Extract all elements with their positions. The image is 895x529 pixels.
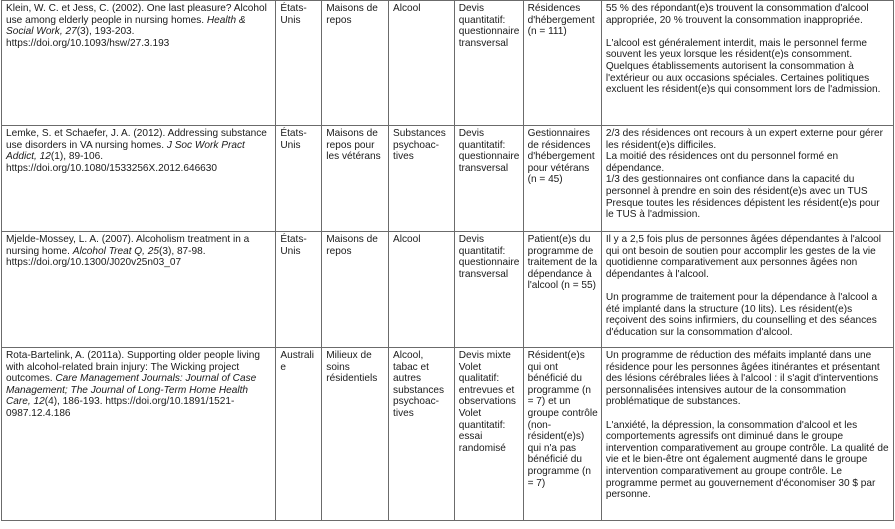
design-line: Volet quantitatif: essai randomisé [458,407,506,454]
table-row [2,126,894,232]
design-cell: Devis quantitatif: questionnaire transversal [454,232,523,348]
design-cell: Devis quantitatif: questionnaire transversal [454,1,523,126]
reference-cell: Rota-Bartelink, A. (2011a). Supporting older people living with alcohol-related brain injury: The Wicking project outcomes. Care Management Journals: Journal of Case Management; The Journal of Long-Term Home Health Care, 12(4), 186-193. https://doi.org/10.1891/1521-0987.12.4.186 [2,348,276,521]
design-cell: Devis quantitatif: questionnaire transversal [454,126,523,232]
substance-cell: Alcool [389,1,455,126]
substance-cell: Substances psychoac-tives [389,126,455,232]
result-paragraph: L'anxiété, la dépression, la consommation d'alcool et les comportements agressifs ont diminué dans le groupe intervention comparativement au groupe contrôle. La qualité de vie et le bien-être ont également augmenté dans le groupe intervention comparativement au groupe contrôle. Le programme permet au gouvernement d'économiser 30 $ par personne. [605,419,889,501]
table-row [2,348,894,521]
table-row [2,1,894,126]
results-cell [601,348,893,521]
country-cell: Australie [276,348,322,521]
substance-cell: Alcool [389,232,455,348]
design-cell [454,348,523,521]
population-cell: Gestionnaires de résidences d'hébergement pour vétérans (n = 45) [523,126,601,232]
result-paragraph: Un programme de traitement pour la dépendance à l'alcool a été implanté dans la structure (10 lits). Les résident(e)s reçoivent des soins infirmiers, du counselling et des séances d'éducation sur la consommation d'alcool. [605,291,878,338]
studies-table [1,0,894,521]
result-paragraph: 55 % des répondant(e)s trouvent la consommation d'alcool appropriée, 20 % trouvent la consommation inappropriée. [605,3,869,26]
results-cell [601,126,893,232]
setting-cell: Maisons de repos [322,232,389,348]
result-paragraph: La moitié des résidences ont du personnel formé en dépendance. [605,151,839,174]
reference-cell: Mjelde-Mossey, L. A. (2007). Alcoholism treatment in a nursing home. Alcohol Treat Q, 25(3), 87-98. https://doi.org/10.1300/J020v25n03_07 [2,232,276,348]
result-paragraph: 1/3 des gestionnaires ont confiance dans la capacité du personnel à prendre en soin des résident(e)s avec un TUS [605,174,868,197]
population-cell: Patient(e)s du programme de traitement de la dépendance à l'alcool (n = 55) [523,232,601,348]
result-paragraph: Presque toutes les résidences dépistent les résident(e)s pour le TUS à l'admission. [605,197,880,221]
population-cell: Résidences d'hébergement (n = 111) [523,1,601,126]
country-cell: États-Unis [276,1,322,126]
design-line: Volet qualitatif: entrevues et observations [458,361,516,408]
reference-cell: Lemke, S. et Schaefer, J. A. (2012). Addressing substance use disorders in VA nursing homes. J Soc Work Pract Addict, 12(1), 89-106. https://doi.org/10.1080/1533256X.2012.646630 [2,126,276,232]
result-paragraph: L'alcool est généralement interdit, mais le personnel ferme souvent les yeux lorsque les résident(e)s consomment. Quelques établissements autorisent la consommation à l'extérieur ou aux occasions spéciales. Certaines politiques excluent les résident(e)s qui consomment lors de l'admission. [605,37,881,96]
country-cell: États-Unis [276,126,322,232]
country-cell: États-Unis [276,232,322,348]
table-row [2,232,894,348]
result-paragraph: 2/3 des résidences ont recours à un expert externe pour gérer les résident(e)s difficiles. [605,128,884,151]
substance-cell: Alcool, tabac et autres substances psychoac-tives [389,348,455,521]
setting-cell: Maisons de repos pour les vétérans [322,126,389,232]
reference-cell: Klein, W. C. et Jess, C. (2002). One last pleasure? Alcohol use among elderly people in nursing homes. Health & Social Work, 27(3), 193-203. https://doi.org/10.1093/hsw/27.3.193 [2,1,276,126]
result-paragraph: Un programme de réduction des méfaits implanté dans une résidence pour les personnes âgées itinérantes et présentant des lésions cérébrales liées à l'alcool : il s'agit d'interventions personnalisées intensives autour de la consommation problématique de substances. [605,350,880,408]
setting-cell: Milieux de soins résidentiels [322,348,389,521]
results-cell [601,232,893,348]
setting-cell: Maisons de repos [322,1,389,126]
population-cell: Résident(e)s qui ont bénéficié du programme (n = 7) et un groupe contrôle (non-résident(e)s) qui n'a pas bénéficié du programme (n = 7) [523,348,601,521]
result-paragraph: Il y a 2,5 fois plus de personnes âgées dépendantes à l'alcool qui ont besoin de soutien pour accomplir les gestes de la vie quotidienne comparativement aux personnes âgées non dépendantes à l'alcool. [605,234,882,280]
results-cell [601,1,893,126]
design-line: Devis mixte [458,350,511,361]
